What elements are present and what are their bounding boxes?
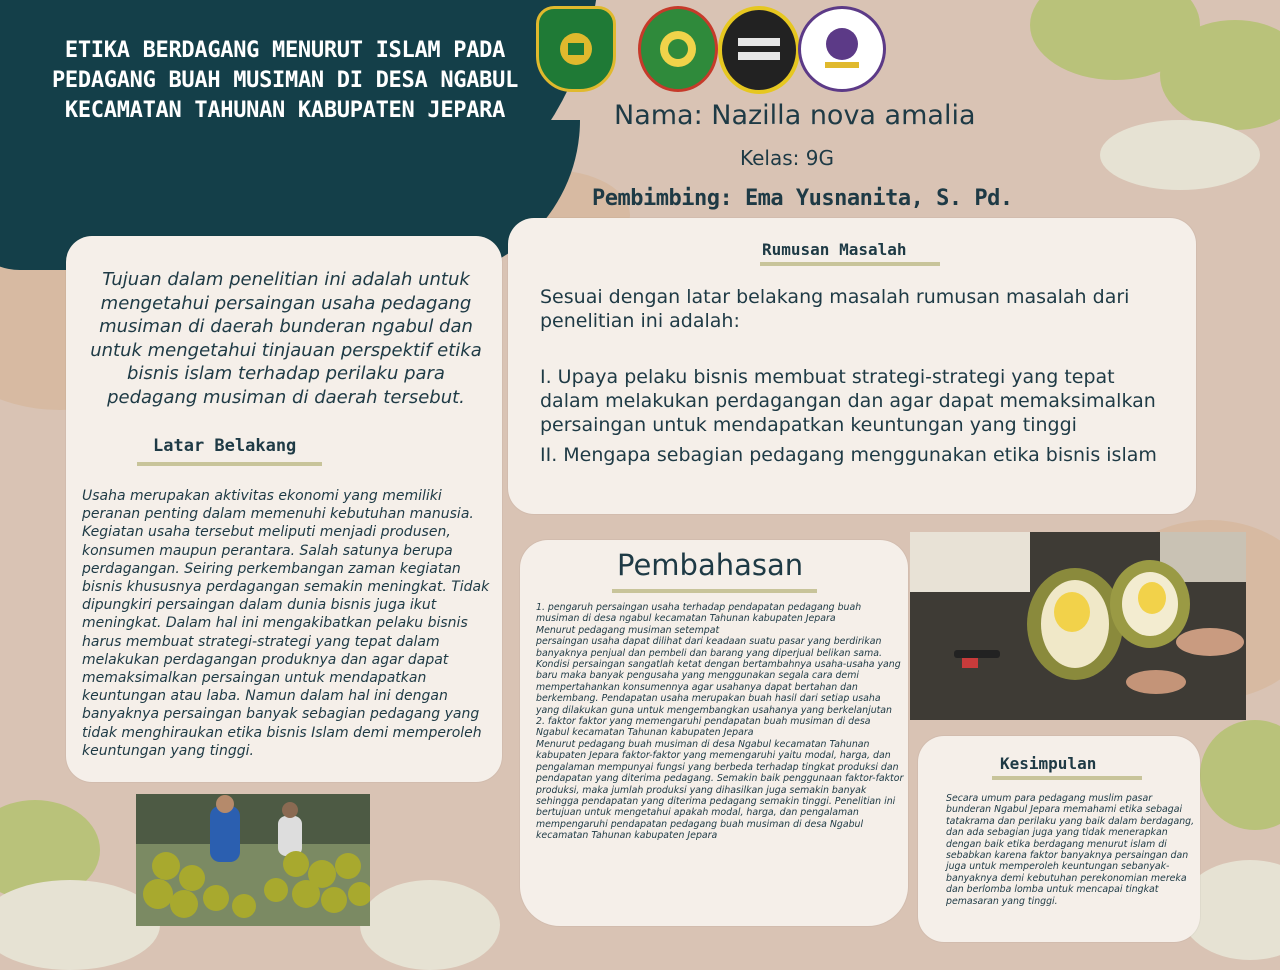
kesimpulan-heading: Kesimpulan [1000,754,1097,773]
pembahasan-heading: Pembahasan [617,548,804,582]
opened-durian-photo-icon [910,532,1246,720]
rumusan-point-2: II. Mengapa sebagian pedagang menggunakan etika bisnis islam [540,444,1157,466]
pembahasan-underline [612,589,817,593]
latar-text: Usaha merupakan aktivitas ekonomi yang memiliki peranan penting dalam memenuhi kebutuhan manusia. Kegiatan usaha tersebut meliputi menjadi produsen, konsumen maupun perantara. Salah satunya berupa perdagangan. Seiring perkembangan zaman kegiatan bisnis khususnya perdagangan semakin meningkat. Tidak dipungkiri persaingan dalam dunia bisnis juga ikut meningkat. Dalam hal ini mengakibatkan pelaku bisnis harus membuat strategi-strategi yang tepat dalam melakukan perdagangan produknya dan agar dapat memaksimalkan persaingan untuk mendapatkan keuntungan atau laba. Namun dalam hal ini dengan banyaknya persaingan banyak sebagian pedagang yang tidak menghiraukan etika bisnis Islam demi memperoleh keuntungan yang tinggi. [82,488,490,759]
student-name: Nama: Nazilla nova amalia [614,100,976,131]
ministry-emblem-icon [536,6,616,92]
pembahasan-point-2-title: 2. faktor faktor yang memengaruhi pendapatan buah musiman di desa Ngabul kecamatan Tahunan kabupaten Jepara [536,716,871,739]
student-class: Kelas: 9G [740,146,834,170]
latar-underline [137,462,322,466]
supervisor: Pembimbing: Ema Yusnanita, S. Pd. [592,186,1013,211]
durian-decor-icon [1200,720,1280,830]
pembahasan-point-1-sub: Menurut pedagang musiman setempat [536,624,720,636]
kesimpulan-text: Secara umum para pedagang muslim pasar bunderan Ngabul Jepara memahami etika sebagai tatakrama dan perilaku yang baik dalam berdagang, dan ada sebagian juga yang tidak menerapkan dengan baik etika berdagang menurut islam di sebabkan karena faktor banyaknya persaingan dan juga untuk memperoleh keuntungan sebanyak-banyaknya demi kebutuhan perekonomian mereka dan berlomba lomba untuk mencapai tingkat pemasaran yang tinggi. [946,793,1195,907]
rumusan-body [540,285,1160,467]
kesimpulan-underline [992,776,1142,780]
pembahasan-point-1-title: 1. pengaruh persaingan usaha terhadap pendapatan pedagang buah musiman di desa ngabul kecamatan Tahunan kabupaten Jepara [536,602,862,625]
school-emblem-icon [638,6,718,92]
pembahasan-body [536,602,906,842]
cloud-decor-icon [360,880,500,970]
rumusan-point-1: I. Upaya pelaku bisnis membuat strategi-strategi yang tepat dalam melakukan perdagangan dan agar dapat memaksimalkan persaingan untuk mendapatkan keuntungan yang tinggi [540,366,1156,436]
pembahasan-point-1-text: persaingan usaha dapat dilihat dari keadaan suatu pasar yang berdirikan banyaknya penjual dan pembeli dan barang yang diperjual belikan sama. Kondisi persaingan sangatlah ketat dengan bertambahnya usaha-usaha yang baru maka banyak pengusaha yang menggunakan segala cara demi mempertahankan konsumennya agar usahanya dapat bertahan dan berkembang. Pendapatan usaha merupakan buah hasil dari setiap usaha yang dilakukan guna untuk mengembangkan usahanya yang berkelanjutan [536,636,901,716]
tujuan-text: Tujuan dalam penelitian ini adalah untuk mengetahui persaingan usaha pedagang musiman di daerah bunderan ngabul dan untuk mengetahui tinjauan perspektif etika bisnis islam terhadap perilaku para pedagang musiman di daerah tersebut. [90,269,482,408]
mini-riset-logo-icon [718,6,800,94]
cloud-decor-icon [1100,120,1260,190]
latar-heading: Latar Belakang [153,436,297,456]
rumusan-intro: Sesuai dengan latar belakang masalah rumusan masalah dari penelitian ini adalah: [540,286,1130,332]
durian-vendors-photo-icon [136,794,370,926]
rumusan-heading: Rumusan Masalah [762,240,907,259]
pembahasan-point-2-text: Menurut pedagang buah musiman di desa Ngabul kecamatan Tahunan kabupaten Jepara faktor-faktor yang memengaruhi yaitu modal, harga, dan pengalaman mempunyai fungsi yang berbeda terhadap tingkat produksi dan pendapatan yang diterima pedagang. Semakin baik penggunaan faktor-faktor produksi, maka jumlah produksi yang dihasilkan juga semakin banyak sehingga pendapatan yang diterima pedagang semakin tinggi. Penelitian ini bertujuan untuk mengetahui apakah modal, harga, dan pengalaman mempengaruhi pendapatan pedagang buah musiman di desa Ngabul kecamatan Tahunan kabupaten Jepara [536,738,904,842]
rumusan-underline [760,262,940,266]
poster-title: ETIKA BERDAGANG MENURUT ISLAM PADA PEDAGANG BUAH MUSIMAN DI DESA NGABUL KECAMATAN TAHUNAN KABUPATEN JEPARA [51,38,519,123]
mtsn-jepara-logo-icon [798,6,886,92]
